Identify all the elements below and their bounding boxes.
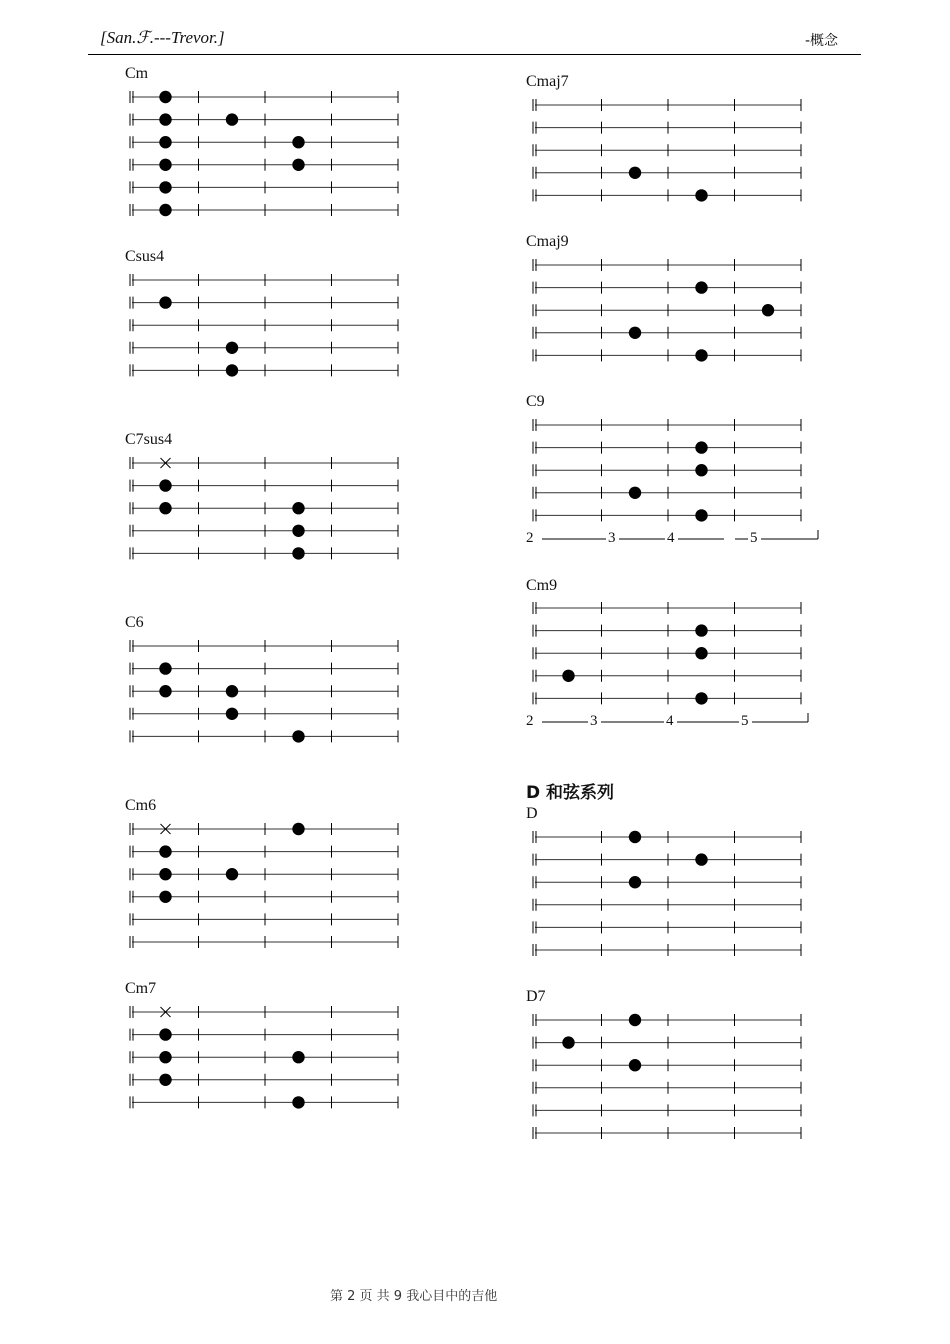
finger-dot	[695, 189, 707, 201]
c9-fret-5: 5	[750, 530, 758, 546]
page-footer: 第 2 页 共 9 我心目中的吉他	[330, 1289, 498, 1304]
chord-name-cm9: Cm9	[526, 577, 558, 594]
chord-diagram-c7sus4	[130, 457, 398, 560]
finger-dot	[629, 327, 641, 339]
c9-fret-4: 4	[667, 530, 675, 546]
finger-dot	[292, 502, 304, 514]
finger-dot	[159, 479, 171, 491]
finger-dot	[159, 181, 171, 193]
chord-name-d: D	[526, 805, 538, 822]
finger-dot	[226, 113, 238, 125]
c9-fret-2: 2	[526, 530, 534, 546]
finger-dot	[159, 113, 171, 125]
chord-name-csus4: Csus4	[125, 248, 165, 265]
finger-dot	[562, 1036, 574, 1048]
header-section: -概念	[805, 33, 839, 49]
finger-dot	[695, 692, 707, 704]
finger-dot	[292, 547, 304, 559]
finger-dot	[695, 647, 707, 659]
chord-name-c7sus4: C7sus4	[125, 431, 173, 448]
finger-dot	[159, 891, 171, 903]
chord-diagram-d	[533, 831, 801, 956]
chord-diagram-c9	[533, 419, 801, 522]
finger-dot	[159, 296, 171, 308]
finger-dot	[159, 1028, 171, 1040]
finger-dot	[159, 868, 171, 880]
finger-dot	[159, 662, 171, 674]
chord-name-c9: C9	[526, 393, 545, 410]
chord-name-cmaj7: Cmaj7	[526, 73, 569, 90]
cm9-fret-3: 3	[590, 713, 598, 729]
finger-dot	[695, 441, 707, 453]
finger-dot	[762, 304, 774, 316]
finger-dot	[292, 1096, 304, 1108]
finger-dot	[226, 685, 238, 697]
chord-diagram-cmaj7	[533, 99, 801, 202]
chord-diagram-d7	[533, 1014, 801, 1139]
finger-dot	[562, 670, 574, 682]
finger-dot	[159, 204, 171, 216]
finger-dot	[292, 1051, 304, 1063]
finger-dot	[629, 831, 641, 843]
finger-dot	[629, 1059, 641, 1071]
finger-dot	[159, 91, 171, 103]
finger-dot	[695, 464, 707, 476]
finger-dot	[695, 349, 707, 361]
chord-name-cmaj9: Cmaj9	[526, 233, 569, 250]
chord-diagram-cm7	[130, 1006, 398, 1109]
finger-dot	[292, 159, 304, 171]
finger-dot	[226, 342, 238, 354]
finger-dot	[629, 876, 641, 888]
finger-dot	[226, 708, 238, 720]
chord-diagram-c6	[130, 640, 398, 743]
chord-diagram-csus4	[130, 274, 398, 377]
finger-dot	[159, 1074, 171, 1086]
finger-dot	[629, 167, 641, 179]
chord-name-cm6: Cm6	[125, 797, 157, 814]
cm9-fret-2: 2	[526, 713, 534, 729]
finger-dot	[292, 823, 304, 835]
chord-diagram-cmaj9	[533, 259, 801, 362]
finger-dot	[695, 624, 707, 636]
finger-dot	[695, 853, 707, 865]
chord-name-c6: C6	[125, 614, 144, 631]
chord-diagram-cm9	[533, 602, 801, 705]
chord-name-cm: Cm	[125, 65, 149, 82]
finger-dot	[292, 136, 304, 148]
finger-dot	[159, 685, 171, 697]
finger-dot	[159, 159, 171, 171]
chord-diagram-cm6	[130, 823, 398, 948]
c9-fret-number-line	[542, 530, 818, 539]
finger-dot	[159, 1051, 171, 1063]
finger-dot	[159, 136, 171, 148]
c9-fret-3: 3	[608, 530, 616, 546]
cm9-fret-4: 4	[666, 713, 674, 729]
finger-dot	[226, 868, 238, 880]
section-title-d: D 和弦系列	[526, 783, 615, 803]
finger-dot	[159, 845, 171, 857]
cm9-fret-5: 5	[741, 713, 749, 729]
chord-diagram-cm	[130, 91, 398, 216]
chord-name-cm7: Cm7	[125, 980, 157, 997]
finger-dot	[292, 730, 304, 742]
finger-dot	[159, 502, 171, 514]
chord-name-d7: D7	[526, 988, 546, 1005]
finger-dot	[629, 487, 641, 499]
finger-dot	[226, 364, 238, 376]
cm9-fret-number-line	[542, 713, 808, 722]
finger-dot	[695, 509, 707, 521]
finger-dot	[292, 525, 304, 537]
finger-dot	[629, 1014, 641, 1026]
finger-dot	[695, 281, 707, 293]
header-author: [San.ℱ.---Trevor.]	[100, 28, 225, 47]
